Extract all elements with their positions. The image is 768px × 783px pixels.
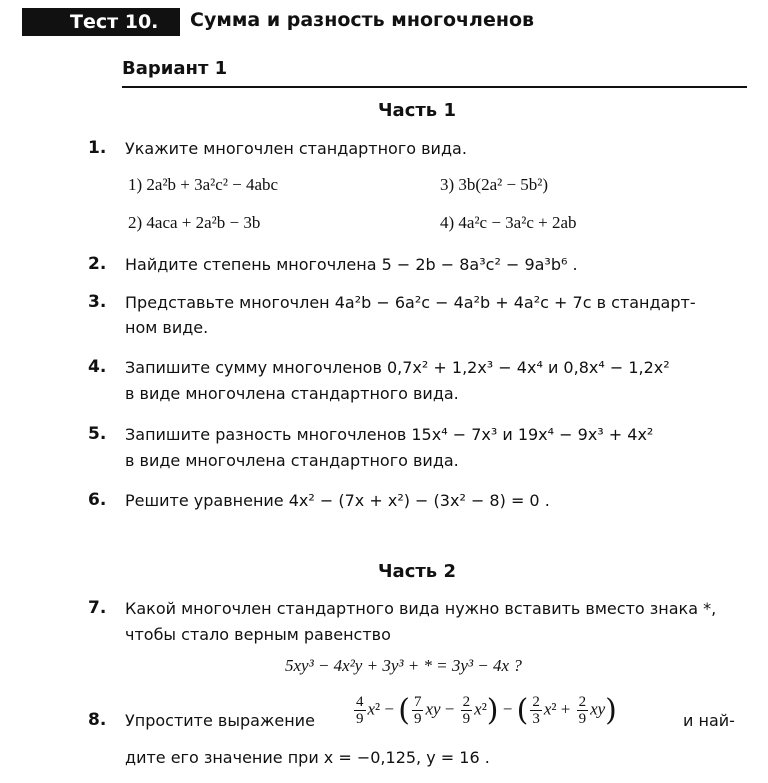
q4-line1: Запишите сумму многочленов 0,7x² + 1,2x³ − 4x⁴ и 0,8x⁴ − 1,2x² — [125, 358, 670, 377]
q8-number: 8. — [88, 710, 107, 730]
q1-option-3: 3) 3b(2a² − 5b²) — [440, 175, 549, 194]
q5-line1: Запишите разность многочленов 15x⁴ − 7x³ и 19x⁴ − 9x³ + 4x² — [125, 425, 654, 444]
page-title: Сумма и разность многочленов — [190, 9, 535, 31]
q1-number: 1. — [88, 138, 107, 158]
divider — [122, 86, 747, 88]
q3-line2: ном виде. — [125, 318, 209, 337]
test-label: Тест 10. — [22, 8, 180, 36]
q8-expression: $\frac{4}{9}$ x² − ( $\frac{7}{9}$ xy − $\frac{2}{9}$ x²) − ( $\frac{2}{3}$ x² + $\frac{2}{9}$ xy) — [356, 693, 617, 728]
q5-line2: в виде многочлена стандартного вида. — [125, 451, 459, 470]
q7-equation: 5xy³ − 4x²y + 3y³ + * = 3y³ − 4x ? — [285, 656, 522, 675]
q6-text: Решите уравнение 4x² − (7x + x²) − (3x² − 8) = 0 . — [125, 491, 550, 510]
q8-tail: и най- — [683, 711, 735, 730]
q5-number: 5. — [88, 424, 107, 444]
q8-line2: дите его значение при x = −0,125, y = 16 . — [125, 748, 490, 767]
q1-option-1: 1) 2a²b + 3a²c² − 4abc — [128, 175, 279, 194]
q3-line1: Представьте многочлен 4a²b − 6a²c − 4a²b + 4a²c + 7c в стандарт- — [125, 293, 696, 312]
part2-heading: Часть 2 — [378, 561, 456, 582]
q8-intro: Упростите выражение — [125, 711, 315, 730]
q7-line1: Какой многочлен стандартного вида нужно вставить вместо знака *, — [125, 599, 717, 618]
q2-text: Найдите степень многочлена 5 − 2b − 8a³c² − 9a³b⁶ . — [125, 255, 578, 274]
variant-heading: Вариант 1 — [122, 58, 228, 79]
q1-option-2: 2) 4aca + 2a²b − 3b — [128, 213, 261, 232]
q4-number: 4. — [88, 357, 107, 377]
q6-number: 6. — [88, 490, 107, 510]
q1-option-4: 4) 4a²c − 3a²c + 2ab — [440, 213, 577, 232]
q1-text: Укажите многочлен стандартного вида. — [125, 139, 467, 158]
q7-number: 7. — [88, 598, 107, 618]
q4-line2: в виде многочлена стандартного вида. — [125, 384, 459, 403]
q7-line2: чтобы стало верным равенство — [125, 625, 391, 644]
q3-number: 3. — [88, 292, 107, 312]
part1-heading: Часть 1 — [378, 100, 456, 121]
q2-number: 2. — [88, 254, 107, 274]
